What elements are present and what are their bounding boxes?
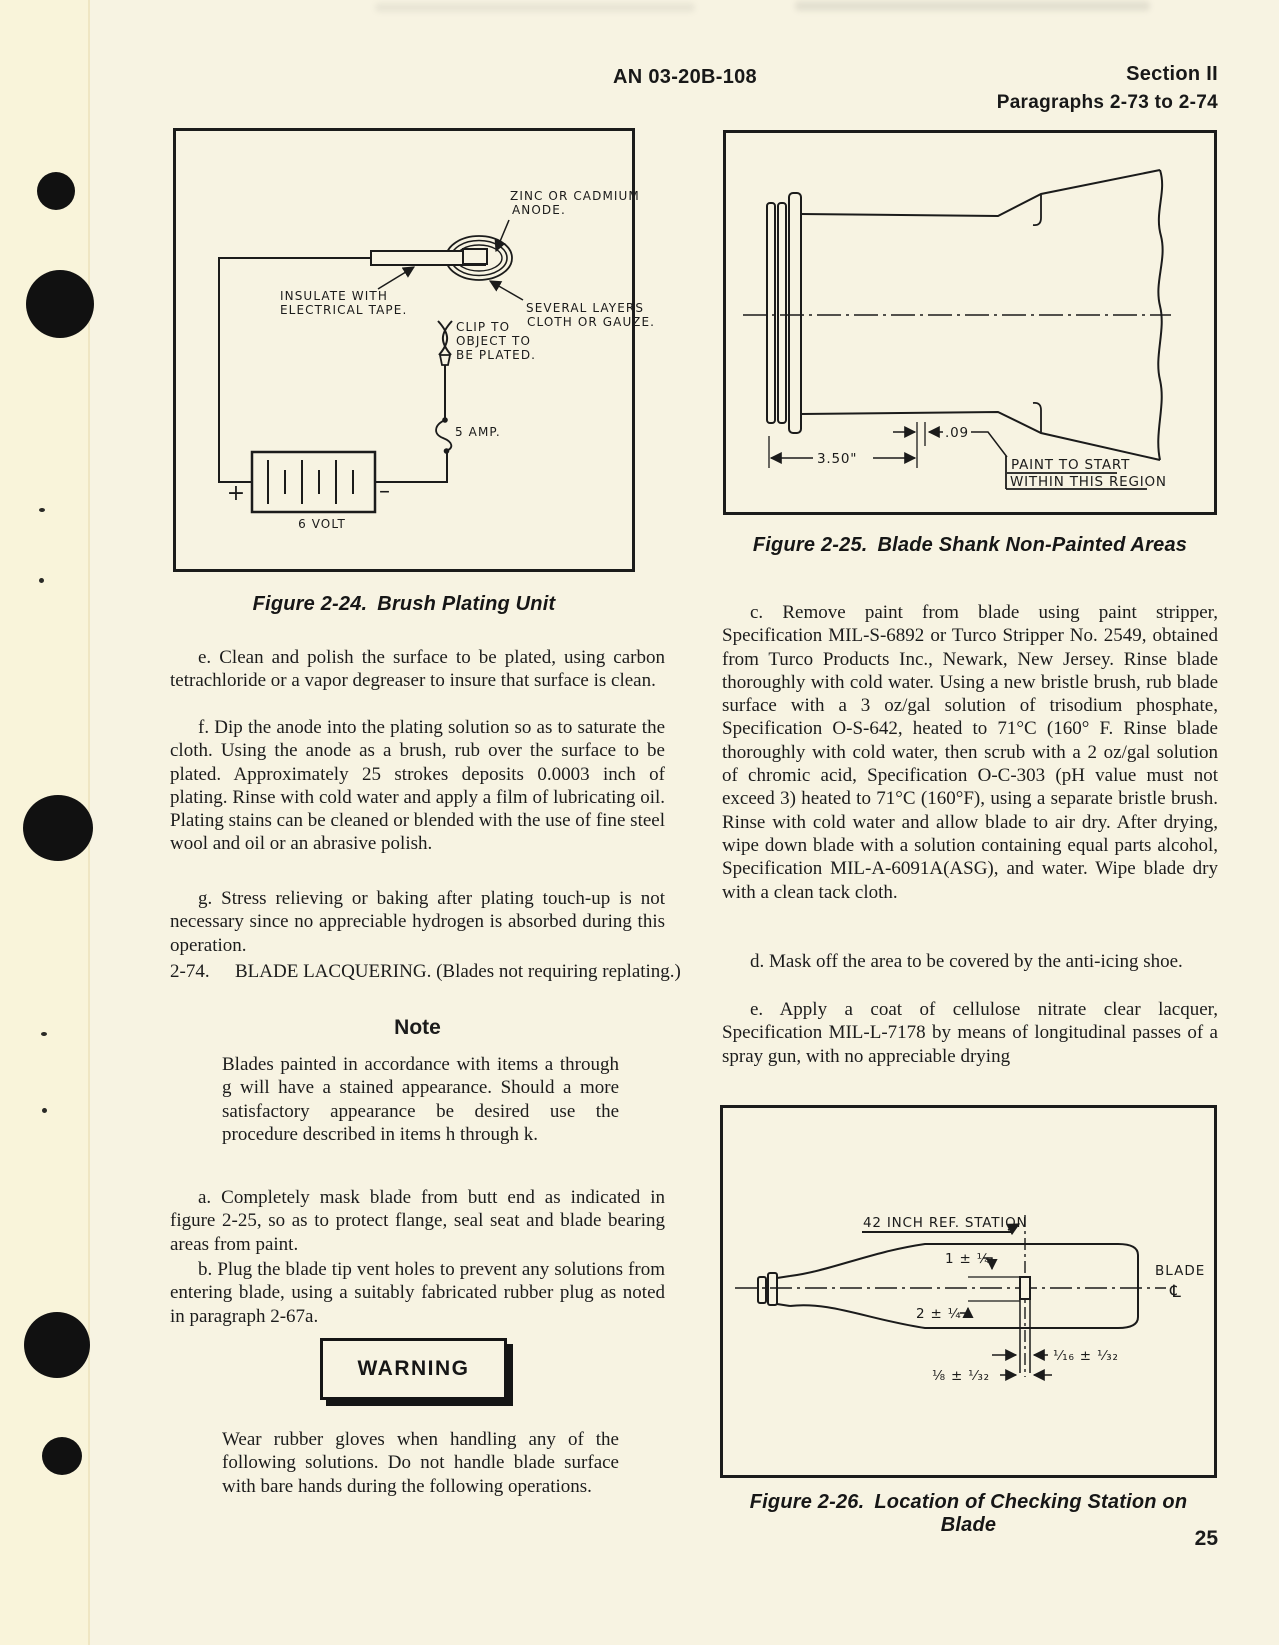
paper-speck: [39, 578, 44, 583]
warning-label: WARNING: [357, 1357, 470, 1380]
gauze-label-2: CLOTH OR GAUZE.: [527, 315, 656, 329]
paper-speck: [41, 1032, 47, 1036]
figure-2-24-diagram: [173, 128, 656, 572]
paragraph-e: e. Clean and polish the surface to be plated, using carbon tetrachloride or a vapor degreaser to insure that surface is clean.: [170, 647, 665, 692]
header-paragraph-range: Paragraphs 2-73 to 2-74: [996, 92, 1218, 113]
dim-bottom-label: 2 ± ¼: [916, 1306, 962, 1322]
shank-flange: [767, 193, 801, 433]
figure-border: [722, 1107, 1216, 1477]
centerline-symbol: ℄: [1170, 1282, 1181, 1302]
heading-2-74-text: BLADE LACQUERING. (Blades not requiring replating.): [235, 961, 681, 982]
dim-eighth-label: ⅛ ± ¹⁄₃₂: [932, 1368, 990, 1384]
battery-plus-sign: +: [226, 481, 246, 506]
top-smudge: [375, 3, 695, 12]
figure-2-26-caption-title: Location of Checking Station on Blade: [874, 1491, 1188, 1536]
header-doc-number: AN 03-20B-108: [613, 66, 757, 88]
binder-dot: [37, 172, 75, 210]
battery-minus-sign: –: [379, 479, 390, 504]
figure-2-26-diagram: [720, 1105, 1217, 1478]
battery-symbol: [252, 452, 375, 512]
paragraph-d: d. Mask off the area to be covered by the anti-icing shoe.: [750, 951, 1183, 972]
paint-region-label-2: WITHIN THIS REGION: [1010, 474, 1167, 490]
paper-speck: [42, 1108, 47, 1113]
page-number: 25: [1194, 1527, 1218, 1550]
anode-tip: [463, 249, 487, 264]
paragraph-b: b. Plug the blade tip vent holes to prevent any solutions from entering blade, using a suitably fabricated rubber plug as noted in paragraph 2-67a.: [170, 1259, 665, 1327]
binder-dot: [26, 270, 94, 338]
paragraph-f: f. Dip the anode into the plating solution so as to saturate the cloth. Using the anode as a brush, rub over the surface to be plated. Approximately 25 strokes deposits 0.0003 inch of plating. Rinse with cold water and apply a film of lubricating oil. Plating stains can be cleaned or blended with the use of fine steel wool and oil or an abrasive polish.: [170, 717, 665, 855]
dim-3-50-label: 3.50": [817, 451, 858, 467]
paragraph-c: c. Remove paint from blade using paint stripper, Specification MIL-S-6892 or Turco Stripper No. 2549, obtained from Turco Products Inc., Newark, New Jersey. Rinse blade thoroughly with cold water. Using a new bristle brush, rub blade surface with a 3 oz/gal solution of trisodium phosphate, Specification O-S-642, heated to 71°C (160° F. Rinse blade thoroughly with cold water, then scrub with a 2 oz/gal solution of chromic acid, Specification O-C-303 (pH value must not exceed 3) heated to 71°C (160°F), using a separate bristle brush. Rinse with cold water and allow blade to air dry. After drying, wipe down blade with a solution containing equal parts alcohol, Specification MIL-A-6091A(ASG), and water. Wipe blade dry with a clean tack cloth.: [722, 602, 1218, 903]
note-text: Blades painted in accordance with items a through g will have a stained appearance. Should a more satisfactory appearance be desired use the procedure described in items h through k.: [222, 1054, 619, 1145]
top-smudge: [795, 1, 1150, 11]
warning-box: [320, 1338, 507, 1400]
paragraph-e-right: e. Apply a coat of cellulose nitrate clear lacquer, Specification MIL-L-7178 by means of longitudinal passes of a spray gun, with no appreciable drying: [722, 999, 1218, 1067]
insulate-arrow: [378, 267, 414, 289]
clip-label-3: BE PLATED.: [456, 348, 537, 362]
figure-2-25-diagram: [723, 130, 1217, 515]
anode-label-2: ANODE.: [512, 203, 566, 217]
paper-speck: [39, 508, 45, 512]
clip-symbol: [438, 321, 452, 365]
warning-text: Wear rubber gloves when handling any of the following solutions. Do not handle blade surface with bare hands during the following operations.: [222, 1429, 619, 1497]
paragraph-g: g. Stress relieving or baking after plating touch-up is not necessary since no appreciable hydrogen is absorbed during this operation.: [170, 888, 665, 956]
binder-dot: [24, 1312, 90, 1378]
paint-region-label-1: PAINT TO START: [1011, 457, 1131, 473]
binder-dot: [42, 1437, 82, 1475]
figure-2-25-caption: [723, 534, 1217, 557]
figure-2-24-caption: [173, 593, 635, 616]
figure-2-26-caption: [720, 1491, 1217, 1537]
heading-2-74-number: 2-74.: [170, 961, 210, 982]
blade-label: BLADE: [1155, 1263, 1206, 1279]
gauze-label-1: SEVERAL LAYERS: [526, 301, 645, 315]
anode-label-1: ZINC OR CADMIUM: [510, 189, 640, 203]
dim-sixteenth-label: ¹⁄₁₆ ± ¹⁄₃₂: [1053, 1348, 1119, 1364]
blade-shank: [758, 1273, 790, 1306]
note-heading: Note: [394, 1016, 441, 1039]
wire-negative: [375, 452, 447, 482]
clip-label-1: CLIP TO: [456, 320, 511, 334]
figure-2-24-caption-number: Figure 2-24.: [252, 593, 368, 615]
ref-station-label: 42 INCH REF. STATION: [863, 1215, 1028, 1231]
battery-voltage-label: 6 VOLT: [298, 517, 346, 531]
dim-top-label: 1 ± ¼: [945, 1251, 991, 1267]
dim-09-label: .09: [945, 425, 969, 441]
figure-2-25-caption-title: Blade Shank Non-Painted Areas: [877, 534, 1188, 556]
fuse-symbol: [436, 417, 451, 454]
figure-2-25-caption-number: Figure 2-25.: [752, 534, 868, 556]
header-section: Section II: [1126, 63, 1218, 85]
figure-2-26-caption-number: Figure 2-26.: [749, 1491, 865, 1513]
insulate-label-1: INSULATE WITH: [280, 289, 388, 303]
insulate-label-2: ELECTRICAL TAPE.: [280, 303, 408, 317]
gauze-arrow: [490, 281, 523, 300]
paragraph-a: a. Completely mask blade from butt end as indicated in figure 2-25, so as to protect flange, seal seat and blade bearing areas from paint.: [170, 1187, 665, 1255]
checking-station: [968, 1215, 1030, 1377]
fuse-label: 5 AMP.: [455, 425, 501, 439]
figure-2-24-caption-title: Brush Plating Unit: [377, 593, 556, 615]
binder-dot: [23, 795, 93, 861]
heading-2-74: [170, 960, 730, 983]
clip-label-2: OBJECT TO: [456, 334, 531, 348]
